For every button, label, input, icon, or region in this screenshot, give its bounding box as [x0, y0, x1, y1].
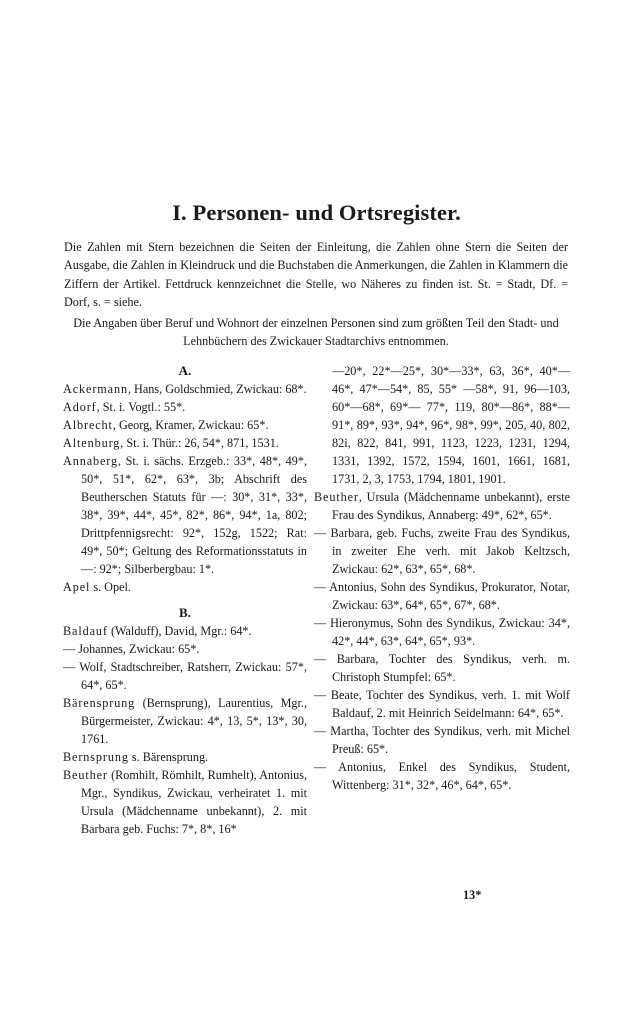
entry-head: Bärensprung — [63, 696, 136, 710]
entry-text: Barbara, Tochter des Syndikus, verh. m. Christoph Stumpfel: 65*. — [326, 652, 570, 684]
entry-head: — — [314, 724, 327, 738]
entry-text: (Romhilt, Römhilt, Rumhelt), Antonius, Mgr., Syndikus, Zwickau, verheiratet 1. mit Ursula (Mädchenname unbekannt), 2. mit Barbara geb. Fuchs: 7*, 8*, 16* — [81, 768, 307, 836]
page-title: I. Personen- und Ortsregister. — [172, 200, 461, 225]
entry-text: Johannes, Zwickau: 65*. — [75, 642, 200, 656]
entry-text: s. Opel. — [90, 580, 131, 594]
entry-continuation: —20*, 22*—25*, 30*—33*, 63, 36*, 40*—46*, 47*—54*, 85, 55* —58*, 91, 96—103, 60*—68*, 69*— 77*, 119, 80*—86*, 88*—91*, 89*, 93*, 94*, 96*, 98*, 99*, 205, 40, 802, 82i, 822, 841, 991, 1123, 1223, 1231, 1294, 1331, 1392, 1572, 1594, 1601, 1661, 1681, 1731, 2, 3, 1753, 1794, 1801, 1901. — [332, 364, 570, 486]
entry-head: — — [314, 688, 327, 702]
index-entry — [63, 398, 307, 416]
entry-text: Beate, Tochter des Syndikus, verh. 1. mit Wolf Baldauf, 2. mit Heinrich Seidelmann: 64*, 65*. — [326, 688, 570, 720]
index-entry — [314, 614, 570, 650]
index-entry — [63, 658, 307, 694]
entry-text: , St. i. sächs. Erzgeb.: 33*, 48*, 49*, 50*, 51*, 62*, 63*, 3b; Abschrift des Beutherschen Statuts für —: 30*, 31*, 33*, 38*, 39*, 44*, 45*, 82*, 86*, 94*, 1a, 802; Drittpfennigsrecht: 92*, 152g, 1522; Rat: 49*, 50*; Geltung des Reformationsstatuts in —: 92*; Silberbergbau: 1*. — [81, 454, 307, 576]
entry-head: — — [63, 660, 76, 674]
index-entry — [63, 622, 307, 640]
index-entry — [63, 578, 307, 596]
index-entry — [63, 380, 307, 398]
entry-head: Baldauf — [63, 624, 108, 638]
entry-head: Beuther — [63, 768, 108, 782]
index-entry — [314, 524, 570, 578]
entry-text: Antonius, Enkel des Syndikus, Student, Wittenberg: 31*, 32*, 46*, 64*, 65*. — [326, 760, 570, 792]
entry-head: — — [314, 652, 327, 666]
entry-head: Adorf — [63, 400, 97, 414]
index-entry — [314, 650, 570, 686]
entry-head: Annaberg — [63, 454, 119, 468]
entry-text: , Ursula (Mädchenname unbekannt), erste Frau des Syndikus, Annaberg: 49*, 62*, 65*. — [332, 490, 570, 522]
entry-head: — — [314, 526, 327, 540]
entry-head: — — [63, 642, 76, 656]
entry-head: — — [314, 580, 327, 594]
intro-paragraph: Die Angaben über Beruf und Wohnort der einzelnen Personen sind zum größten Teil den Stadt- und Lehnbüchern des Zwickauer Stadtarchivs entnommen. — [73, 316, 559, 349]
index-entry — [314, 758, 570, 794]
entry-head: Apel — [63, 580, 91, 594]
index-entry — [314, 722, 570, 758]
entry-head: Altenburg — [63, 436, 121, 450]
right-column — [314, 362, 570, 794]
index-entry — [63, 416, 307, 434]
page-number: 13* — [463, 888, 482, 902]
section-heading-b: B. — [179, 605, 191, 620]
entry-text: , Georg, Kramer, Zwickau: 65*. — [112, 418, 269, 432]
entry-text: Antonius, Sohn des Syndikus, Prokurator, Notar, Zwickau: 63*, 64*, 65*, 67*, 68*. — [326, 580, 570, 612]
index-entry — [63, 748, 307, 766]
entry-text: Hieronymus, Sohn des Syndikus, Zwickau: 34*, 42*, 44*, 63*, 64*, 65*, 93*. — [326, 616, 570, 648]
entry-text: Martha, Tochter des Syndikus, verh. mit Michel Preuß: 65*. — [326, 724, 570, 756]
index-entry — [63, 434, 307, 452]
index-entry — [63, 766, 307, 838]
index-entry — [314, 488, 570, 524]
entry-head: Bernsprung — [63, 750, 129, 764]
section-heading-a: A. — [178, 363, 192, 378]
index-entry — [314, 686, 570, 722]
entry-text: , St. i. Thür.: 26, 54*, 871, 1531. — [120, 436, 279, 450]
entry-head: Ackermann — [63, 382, 128, 396]
intro-text — [64, 238, 568, 351]
entry-text: Wolf, Stadtschreiber, Ratsherr, Zwickau: 57*, 64*, 65*. — [75, 660, 307, 692]
index-entry — [63, 640, 307, 658]
entry-text: , St. i. Vogtl.: 55*. — [96, 400, 186, 414]
entry-text: (Walduff), David, Mgr.: 64*. — [107, 624, 252, 638]
index-entry — [314, 578, 570, 614]
entry-head: — — [314, 616, 327, 630]
entry-head: — — [314, 760, 327, 774]
entry-head: Albrecht — [63, 418, 113, 432]
intro-paragraph: Die Zahlen mit Stern bezeichnen die Seiten der Einleitung, die Zahlen ohne Stern die Seiten der Ausgabe, die Zahlen in Kleindruck und die Buchstaben die Anmerkungen, die Zahlen in Klammern die Ziffern der Artikel. Fettdruck kennzeichnet die Stelle, wo Näheres zu finden ist. St. = Stadt, Df. = Dorf, s. = siehe. — [64, 240, 568, 309]
entry-text: , Hans, Goldschmied, Zwickau: 68*. — [127, 382, 307, 396]
entry-head: Beuther — [314, 490, 359, 504]
entry-text: (Bernsprung), Laurentius, Mgr., Bürgermeister, Zwickau: 4*, 13, 5*, 13*, 30, 1761. — [81, 696, 307, 746]
index-entry — [63, 452, 307, 578]
index-entry — [63, 694, 307, 748]
entry-text: s. Bärensprung. — [128, 750, 209, 764]
left-column — [63, 362, 307, 838]
entry-text: Barbara, geb. Fuchs, zweite Frau des Syndikus, in zweiter Ehe verh. mit Jakob Keltzsch, Zwickau: 62*, 63*, 65*, 68*. — [326, 526, 570, 576]
